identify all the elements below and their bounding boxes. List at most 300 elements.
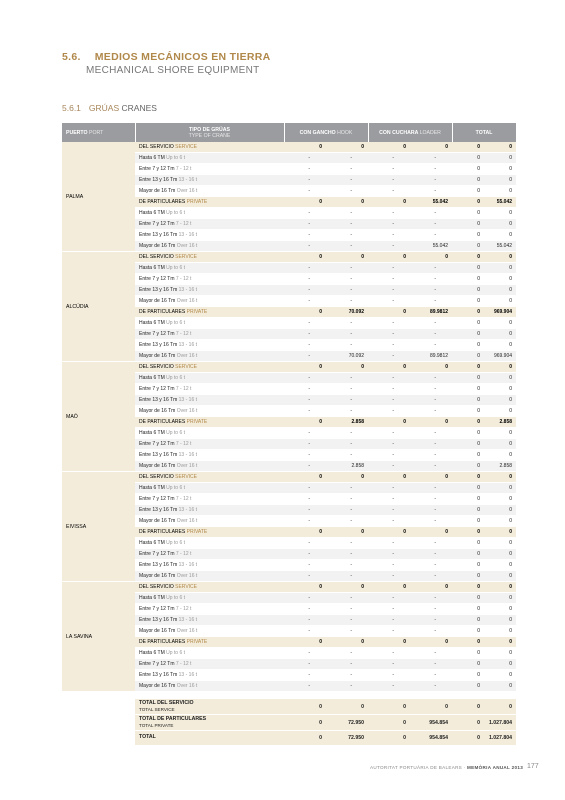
total-cell: 0 (452, 731, 484, 746)
table-cell: 0 (452, 252, 484, 263)
table-cell: 0 (410, 142, 452, 153)
total-row (62, 715, 516, 731)
total-cell: 0 (410, 699, 452, 715)
table-cell: - (410, 560, 452, 571)
cranes-table (62, 123, 517, 746)
table-cell: 0 (484, 164, 516, 175)
table-cell: 0 (484, 252, 516, 263)
table-cell: 0 (410, 472, 452, 483)
table-cell: 0 (284, 527, 326, 538)
table-cell: 0 (452, 307, 484, 318)
crane-type-label: Mayor de 16 Tm Over 16 t (135, 351, 284, 362)
col-header-port: PUERTO PORT (62, 123, 135, 142)
table-cell: - (284, 164, 326, 175)
crane-type-label: Entre 13 y 16 Tm 13 - 16 t (135, 450, 284, 461)
total-cell: 72.950 (326, 731, 368, 746)
crane-type-label: DE PARTICULARES PRIVATE (135, 197, 284, 208)
table-cell: - (368, 373, 410, 384)
table-cell: 0 (326, 142, 368, 153)
table-row (62, 252, 516, 263)
table-cell: 0 (452, 659, 484, 670)
table-cell: - (284, 659, 326, 670)
table-cell: - (368, 384, 410, 395)
table-cell: - (326, 241, 368, 252)
table-cell: - (368, 461, 410, 472)
table-cell: 2.858 (326, 417, 368, 428)
table-cell: - (410, 230, 452, 241)
table-cell: - (326, 483, 368, 494)
table-cell: - (284, 428, 326, 439)
crane-type-label: Hasta 6 TM Up to 6 t (135, 263, 284, 274)
port-name: PALMA (62, 142, 135, 252)
subsection-title-en: CRANES (121, 103, 157, 113)
table-cell: 0 (284, 582, 326, 593)
table-cell: 0 (452, 560, 484, 571)
table-cell: 0 (326, 637, 368, 648)
table-cell: - (368, 164, 410, 175)
col-header-total: TOTAL (452, 123, 516, 142)
table-cell: - (326, 230, 368, 241)
table-cell: - (410, 285, 452, 296)
table-cell: 0 (452, 318, 484, 329)
crane-type-label: DEL SERVICIO SERVICE (135, 472, 284, 483)
table-cell: 0 (452, 296, 484, 307)
table-cell: 0 (326, 527, 368, 538)
table-cell: - (284, 406, 326, 417)
table-cell: - (410, 516, 452, 527)
total-cell: 0 (284, 731, 326, 746)
table-cell: - (284, 351, 326, 362)
table-cell: 0 (452, 604, 484, 615)
crane-type-label: Entre 7 y 12 Tm 7 - 12 t (135, 219, 284, 230)
crane-type-label: Hasta 6 TM Up to 6 t (135, 538, 284, 549)
table-cell: - (368, 593, 410, 604)
crane-type-label: DEL SERVICIO SERVICE (135, 252, 284, 263)
table-cell: 0 (452, 351, 484, 362)
table-cell: 0 (410, 417, 452, 428)
table-cell: - (326, 450, 368, 461)
table-cell: - (368, 318, 410, 329)
table-cell: - (368, 351, 410, 362)
table-cell: - (368, 175, 410, 186)
table-cell: 0 (484, 582, 516, 593)
table-cell: - (368, 186, 410, 197)
table-cell: - (368, 648, 410, 659)
crane-type-label: DEL SERVICIO SERVICE (135, 362, 284, 373)
crane-type-label: Entre 7 y 12 Tm 7 - 12 t (135, 384, 284, 395)
table-cell: - (284, 560, 326, 571)
crane-type-label: Mayor de 16 Tm Over 16 t (135, 516, 284, 527)
table-cell: 0 (484, 626, 516, 637)
total-cell: 0 (484, 699, 516, 715)
crane-type-label: Entre 7 y 12 Tm 7 - 12 t (135, 494, 284, 505)
total-cell: 0 (368, 731, 410, 746)
total-cell: 954.854 (410, 715, 452, 731)
table-cell: 89.9812 (410, 351, 452, 362)
table-cell: 0 (452, 186, 484, 197)
section-title-en: MECHANICAL SHORE EQUIPMENT (86, 65, 260, 76)
table-cell: 0 (452, 230, 484, 241)
table-cell: - (284, 285, 326, 296)
table-cell: 0 (452, 637, 484, 648)
table-cell: - (368, 230, 410, 241)
table-cell: - (410, 263, 452, 274)
crane-type-label: Entre 13 y 16 Tm 13 - 16 t (135, 285, 284, 296)
crane-type-label: Entre 7 y 12 Tm 7 - 12 t (135, 604, 284, 615)
table-cell: - (410, 208, 452, 219)
table-cell: 0 (484, 615, 516, 626)
table-cell: 0 (368, 307, 410, 318)
table-cell: - (410, 593, 452, 604)
table-cell: 0 (484, 472, 516, 483)
crane-type-label: Hasta 6 TM Up to 6 t (135, 208, 284, 219)
table-cell: 0 (368, 417, 410, 428)
table-cell: 0 (484, 538, 516, 549)
table-cell: 0 (368, 362, 410, 373)
table-cell: 0 (452, 373, 484, 384)
table-cell: 0 (484, 219, 516, 230)
crane-type-label: DE PARTICULARES PRIVATE (135, 637, 284, 648)
table-cell: - (326, 274, 368, 285)
table-cell: 0 (484, 439, 516, 450)
table-cell: - (326, 406, 368, 417)
table-header-row (62, 123, 516, 142)
table-cell: 0 (452, 428, 484, 439)
crane-type-label: Hasta 6 TM Up to 6 t (135, 648, 284, 659)
table-cell: 0 (484, 659, 516, 670)
table-cell: - (284, 373, 326, 384)
port-name: LA SAVINA (62, 582, 135, 692)
crane-type-label: Hasta 6 TM Up to 6 t (135, 428, 284, 439)
table-cell: - (284, 505, 326, 516)
total-label: TOTAL DEL SERVICIO TOTAL SERVICE (135, 699, 284, 715)
total-cell: 72.950 (326, 715, 368, 731)
total-row (62, 699, 516, 715)
table-cell: - (368, 406, 410, 417)
table-cell: - (326, 505, 368, 516)
crane-type-label: Entre 7 y 12 Tm 7 - 12 t (135, 439, 284, 450)
table-cell: 0 (410, 252, 452, 263)
table-cell: - (368, 659, 410, 670)
table-cell: - (284, 571, 326, 582)
table-cell: 0 (368, 142, 410, 153)
table-cell: 0 (326, 252, 368, 263)
table-cell: 0 (484, 593, 516, 604)
table-cell: - (368, 208, 410, 219)
total-cell: 0 (326, 699, 368, 715)
table-cell: 0 (484, 527, 516, 538)
table-cell: - (368, 516, 410, 527)
table-cell: 0 (484, 516, 516, 527)
table-cell: - (368, 615, 410, 626)
crane-type-label: Entre 13 y 16 Tm 13 - 16 t (135, 175, 284, 186)
table-cell: - (410, 681, 452, 692)
table-cell: 0 (452, 648, 484, 659)
col-header-type: TIPO DE GRÚAS TYPE OF CRANE (135, 123, 284, 142)
table-cell: - (284, 516, 326, 527)
table-cell: 0 (284, 142, 326, 153)
table-row (62, 142, 516, 153)
table-cell: - (368, 219, 410, 230)
section-title: MEDIOS MECÁNICOS EN TIERRA (94, 51, 271, 63)
table-cell: 0 (484, 681, 516, 692)
table-cell: 0 (484, 153, 516, 164)
table-cell: - (284, 538, 326, 549)
crane-type-label: Entre 13 y 16 Tm 13 - 16 t (135, 560, 284, 571)
table-cell: - (326, 428, 368, 439)
table-cell: - (326, 648, 368, 659)
table-cell: - (410, 296, 452, 307)
table-cell: - (284, 648, 326, 659)
table-cell: - (368, 626, 410, 637)
table-cell: 2.858 (326, 461, 368, 472)
subsection-number: 5.6.1 (62, 103, 81, 113)
table-cell: 0 (410, 527, 452, 538)
table-cell: - (410, 175, 452, 186)
table-cell: - (326, 593, 368, 604)
subsection-title: GRÚAS (88, 103, 120, 113)
table-cell: - (326, 494, 368, 505)
table-cell: - (326, 296, 368, 307)
table-cell: - (326, 175, 368, 186)
table-cell: 0 (452, 164, 484, 175)
table-cell: - (410, 604, 452, 615)
table-cell: - (368, 274, 410, 285)
crane-type-label: Hasta 6 TM Up to 6 t (135, 593, 284, 604)
table-cell: - (410, 659, 452, 670)
table-cell: 0 (452, 384, 484, 395)
table-cell: - (410, 428, 452, 439)
table-cell: - (368, 450, 410, 461)
crane-type-label: Entre 7 y 12 Tm 7 - 12 t (135, 329, 284, 340)
table-cell: - (326, 373, 368, 384)
table-cell: - (284, 384, 326, 395)
table-cell: 0 (410, 362, 452, 373)
table-cell: - (284, 241, 326, 252)
table-cell: 0 (284, 252, 326, 263)
table-cell: 0 (452, 153, 484, 164)
crane-type-label: DE PARTICULARES PRIVATE (135, 527, 284, 538)
table-cell: - (410, 670, 452, 681)
table-cell: 0 (484, 494, 516, 505)
table-cell: 0 (326, 472, 368, 483)
table-cell: - (410, 329, 452, 340)
table-cell: 0 (452, 538, 484, 549)
table-cell: - (326, 516, 368, 527)
table-cell: - (326, 340, 368, 351)
table-cell: - (326, 571, 368, 582)
table-cell: - (368, 604, 410, 615)
table-cell: - (410, 615, 452, 626)
table-cell: - (410, 373, 452, 384)
table-cell: 0 (368, 527, 410, 538)
table-cell: 0 (484, 186, 516, 197)
table-cell: - (410, 186, 452, 197)
total-cell: 1.027.804 (484, 731, 516, 746)
footer-org: AUTORITAT PORTUÀRIA DE BALEARS (370, 765, 463, 770)
crane-type-label: DEL SERVICIO SERVICE (135, 142, 284, 153)
table-cell: 0 (452, 395, 484, 406)
total-label: TOTAL (135, 731, 284, 746)
table-cell: 0 (368, 197, 410, 208)
table-cell: 0 (484, 549, 516, 560)
table-cell: 2.858 (484, 461, 516, 472)
table-cell: 0 (452, 615, 484, 626)
table-cell: - (284, 296, 326, 307)
crane-type-label: Hasta 6 TM Up to 6 t (135, 373, 284, 384)
table-cell: 0 (484, 340, 516, 351)
table-cell: 0 (410, 637, 452, 648)
table-cell: - (284, 450, 326, 461)
table-cell: - (368, 439, 410, 450)
table-cell: - (410, 571, 452, 582)
table-cell: - (368, 329, 410, 340)
table-cell: 0 (452, 593, 484, 604)
table-cell: - (284, 461, 326, 472)
table-cell: 0 (452, 362, 484, 373)
table-cell: - (326, 384, 368, 395)
crane-type-label: Entre 13 y 16 Tm 13 - 16 t (135, 395, 284, 406)
table-cell: - (326, 681, 368, 692)
table-cell: - (326, 615, 368, 626)
table-cell: - (326, 164, 368, 175)
crane-type-label: DEL SERVICIO SERVICE (135, 582, 284, 593)
table-cell: - (284, 395, 326, 406)
total-cell: 1.027.804 (484, 715, 516, 731)
table-cell: - (368, 538, 410, 549)
table-cell: 0 (484, 263, 516, 274)
table-cell: 0 (452, 197, 484, 208)
table-cell: 70.092 (326, 351, 368, 362)
table-cell: - (368, 560, 410, 571)
table-cell: 0 (368, 472, 410, 483)
table-cell: 0 (452, 527, 484, 538)
table-cell: 0 (452, 681, 484, 692)
crane-type-label: Mayor de 16 Tm Over 16 t (135, 296, 284, 307)
table-cell: - (284, 626, 326, 637)
table-cell: 0 (452, 582, 484, 593)
total-cell: 0 (368, 715, 410, 731)
crane-type-label: Entre 13 y 16 Tm 13 - 16 t (135, 230, 284, 241)
table-cell: - (326, 186, 368, 197)
table-cell: 0 (484, 560, 516, 571)
crane-type-label: DE PARTICULARES PRIVATE (135, 307, 284, 318)
table-cell: - (368, 571, 410, 582)
table-cell: 0 (452, 274, 484, 285)
table-cell: - (284, 483, 326, 494)
table-cell: - (368, 263, 410, 274)
crane-type-label: Entre 7 y 12 Tm 7 - 12 t (135, 164, 284, 175)
crane-type-label: Entre 13 y 16 Tm 13 - 16 t (135, 505, 284, 516)
table-cell: - (368, 241, 410, 252)
table-cell: - (284, 604, 326, 615)
table-cell: - (326, 208, 368, 219)
table-cell: 0 (326, 197, 368, 208)
table-cell: - (410, 219, 452, 230)
table-cell: - (410, 538, 452, 549)
crane-type-label: Mayor de 16 Tm Over 16 t (135, 186, 284, 197)
table-cell: 2.858 (484, 417, 516, 428)
table-cell: - (368, 395, 410, 406)
table-cell: 0 (284, 197, 326, 208)
table-cell: - (368, 670, 410, 681)
section-number: 5.6. (62, 51, 81, 63)
crane-type-label: Hasta 6 TM Up to 6 t (135, 318, 284, 329)
table-cell: - (326, 329, 368, 340)
table-cell: - (410, 318, 452, 329)
table-cell: 0 (410, 582, 452, 593)
table-cell: 0 (452, 439, 484, 450)
table-cell: - (326, 538, 368, 549)
crane-type-label: Mayor de 16 Tm Over 16 t (135, 626, 284, 637)
total-cell: 0 (284, 699, 326, 715)
table-cell: - (284, 615, 326, 626)
table-cell: - (368, 153, 410, 164)
table-cell: - (368, 428, 410, 439)
total-cell: 954.854 (410, 731, 452, 746)
port-name: ALCÚDIA (62, 252, 135, 362)
table-cell: - (410, 648, 452, 659)
table-cell: - (326, 549, 368, 560)
table-cell: - (284, 186, 326, 197)
table-cell: 55.042 (410, 197, 452, 208)
table-cell: - (284, 494, 326, 505)
table-cell: 0 (484, 329, 516, 340)
table-cell: - (410, 505, 452, 516)
table-cell: 0 (284, 637, 326, 648)
table-cell: 0 (484, 175, 516, 186)
table-cell: 89.9812 (410, 307, 452, 318)
table-cell: - (410, 153, 452, 164)
table-cell: - (410, 406, 452, 417)
table-cell: 0 (484, 450, 516, 461)
table-cell: - (284, 208, 326, 219)
table-cell: - (284, 318, 326, 329)
table-cell: 0 (452, 285, 484, 296)
table-cell: 0 (452, 472, 484, 483)
table-cell: 0 (452, 340, 484, 351)
table-cell: - (410, 439, 452, 450)
table-cell: 0 (452, 329, 484, 340)
table-cell: - (410, 450, 452, 461)
col-header-hook: CON GANCHO HOOK (284, 123, 368, 142)
table-cell: - (326, 263, 368, 274)
table-cell: 0 (452, 571, 484, 582)
table-cell: 969.904 (484, 307, 516, 318)
crane-type-label: Mayor de 16 Tm Over 16 t (135, 571, 284, 582)
table-cell: - (368, 483, 410, 494)
table-cell: 0 (326, 582, 368, 593)
table-cell: 55.042 (484, 241, 516, 252)
table-cell: 0 (484, 296, 516, 307)
table-cell: - (326, 318, 368, 329)
crane-type-label: Mayor de 16 Tm Over 16 t (135, 241, 284, 252)
footer-report: MEMÒRIA ANUAL 2013 (467, 765, 524, 770)
table-cell: 0 (284, 417, 326, 428)
table-cell: 0 (452, 208, 484, 219)
table-cell: 0 (368, 637, 410, 648)
table-cell: 0 (484, 395, 516, 406)
crane-type-label: DE PARTICULARES PRIVATE (135, 417, 284, 428)
table-cell: - (368, 505, 410, 516)
table-cell: 0 (326, 362, 368, 373)
total-cell: 0 (284, 715, 326, 731)
subsection-header (62, 103, 157, 113)
table-row (62, 362, 516, 373)
table-cell: 0 (452, 219, 484, 230)
col-header-loader: CON CUCHARA LOADER (368, 123, 452, 142)
table-cell: 0 (484, 637, 516, 648)
